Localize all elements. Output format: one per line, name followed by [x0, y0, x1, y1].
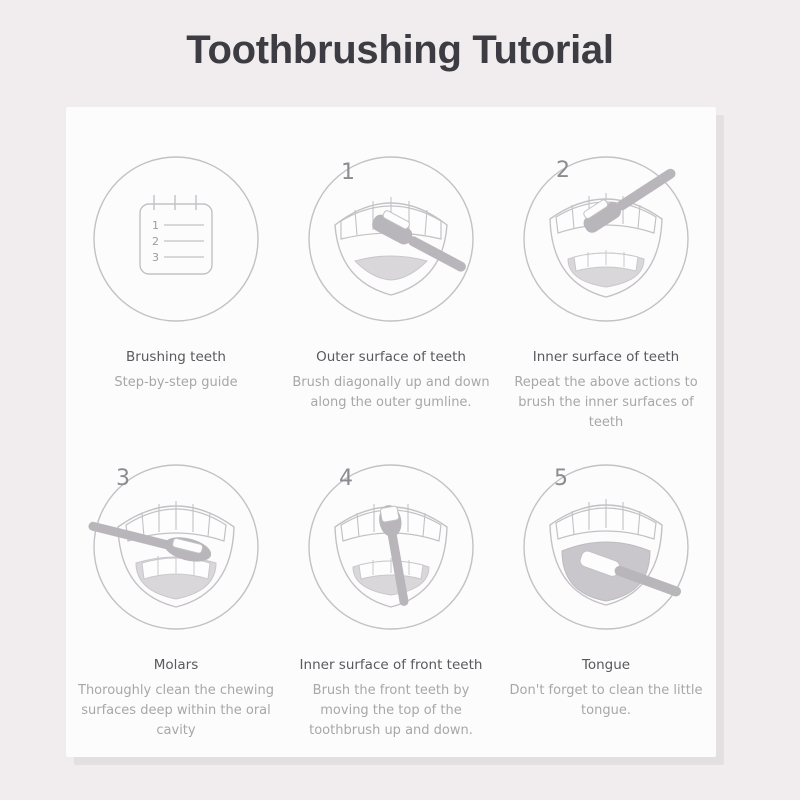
outer-teeth-illustration: [283, 147, 499, 343]
molars-illustration: [68, 455, 284, 651]
svg-text:2: 2: [556, 158, 570, 183]
step-title: Outer surface of teeth: [316, 349, 466, 365]
step-item-inner-surface: [498, 147, 714, 433]
svg-text:1: 1: [152, 219, 159, 232]
step-item-molars: [68, 455, 284, 741]
svg-text:1: 1: [341, 160, 355, 185]
step-item-front-teeth: [283, 455, 499, 741]
page-title: Toothbrushing Tutorial: [186, 28, 614, 72]
checklist-illustration: [68, 147, 284, 343]
step-description: Thoroughly clean the chewing surfaces deep within the oral cavity: [78, 683, 274, 738]
step-description: Brush diagonally up and down along the outer gumline.: [292, 375, 490, 410]
svg-text:5: 5: [554, 466, 568, 491]
svg-text:2: 2: [152, 235, 159, 248]
step-item-outer-surface: [283, 147, 499, 413]
step-title: Tongue: [581, 657, 631, 673]
step-title: Brushing teeth: [126, 349, 226, 365]
svg-text:4: 4: [339, 466, 353, 491]
svg-text:3: 3: [152, 251, 159, 264]
steps-grid: [66, 107, 716, 757]
step-description: Step-by-step guide: [114, 375, 238, 390]
step-title: Inner surface of teeth: [532, 349, 680, 365]
tongue-illustration: [498, 455, 714, 651]
inner-teeth-illustration: [498, 147, 714, 343]
tutorial-card: [66, 107, 716, 757]
step-title: Inner surface of front teeth: [299, 657, 483, 673]
step-item-brushing-teeth: [68, 147, 284, 393]
svg-text:3: 3: [116, 466, 130, 491]
step-description: Don't forget to clean the little tongue.: [509, 683, 703, 718]
step-title: Molars: [153, 657, 199, 673]
step-description: Repeat the above actions to brush the inner surfaces of teeth: [514, 375, 698, 430]
step-item-tongue: [498, 455, 714, 721]
step-description: Brush the front teeth by moving the top of the toothbrush up and down.: [309, 683, 473, 738]
front-teeth-illustration: [283, 455, 499, 651]
